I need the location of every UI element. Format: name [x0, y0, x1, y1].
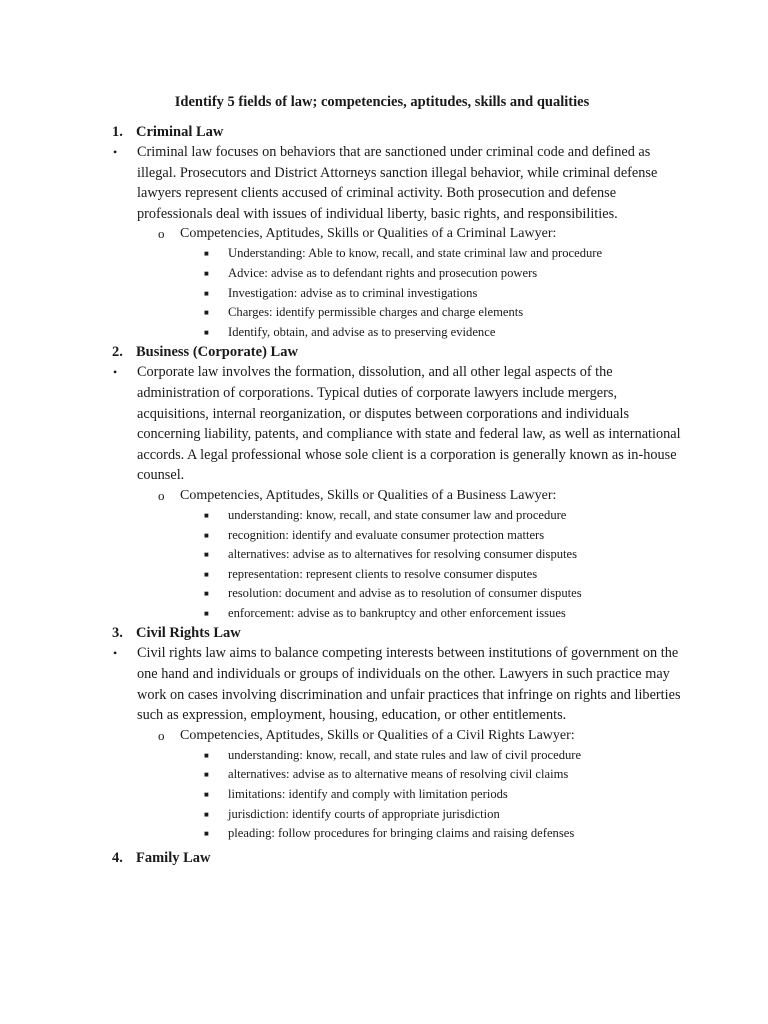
description-text: Criminal law focuses on behaviors that are sanctioned under criminal code and defined as illegal. Prosecutors and District Attorneys sanction illegal behavior, while criminal defense lawyers represent clients accused of criminal activity. Both prosecution and defense professionals deal with issues of individual liberty, basic rights, and responsibilities. [137, 144, 658, 222]
list-item [202, 824, 688, 844]
list-item [202, 303, 688, 323]
section-civil-rights-law [112, 623, 688, 843]
list-item-text: limitations: identify and comply with limitation periods [228, 787, 508, 802]
square-bullet-icon: ■ [204, 608, 209, 618]
list-item [202, 765, 688, 785]
section-heading [112, 848, 688, 868]
list-item-text: understanding: know, recall, and state consumer law and procedure [228, 507, 567, 522]
list-item [202, 545, 688, 565]
section-number: 1. [112, 124, 123, 140]
section-title: Family Law [136, 849, 211, 866]
list-item [202, 565, 688, 585]
list-item-text: pleading: follow procedures for bringing claims and raising defenses [228, 826, 575, 841]
list-item-text: representation: represent clients to resolve consumer disputes [228, 566, 538, 581]
square-bullet-icon: ■ [204, 308, 209, 318]
section-number: 2. [112, 344, 123, 361]
square-bullet-icon: ■ [204, 288, 209, 298]
list-item [202, 244, 688, 264]
list-item-text: alternatives: advise as to alternatives for resolving consumer disputes [228, 547, 578, 562]
section-heading [112, 122, 688, 142]
description-text: Corporate law involves the formation, dissolution, and all other legal aspects of the administration of corporations. Typical duties of corporate lawyers include mergers, acquisitions, internal reorganization, or disputes between corporations and individuals concerning liability, patents, and compliance with state and federal law, as well as international accords. A legal professional whose sole client is a corporation is generally known as in-house counsel. [137, 364, 681, 484]
list-item-text: recognition: identify and evaluate consumer protection matters [228, 527, 545, 542]
square-bullet-icon: ■ [204, 268, 209, 278]
circle-bullet-icon: o [158, 226, 165, 242]
competencies-heading [158, 726, 688, 746]
list-item-text: enforcement: advise as to bankruptcy and other enforcement issues [228, 605, 566, 620]
list-item-text: Investigation: advise as to criminal investigations [228, 285, 478, 300]
square-bullet-icon: ■ [204, 770, 209, 780]
square-bullet-icon: ■ [204, 510, 209, 520]
competencies-list [202, 506, 688, 624]
bullet-icon: • [113, 145, 118, 159]
competencies-heading [158, 224, 688, 244]
list-item-text: understanding: know, recall, and state rules and law of civil procedure [228, 747, 582, 762]
list-item [202, 506, 688, 526]
square-bullet-icon: ■ [204, 750, 209, 760]
section-heading [112, 342, 688, 362]
list-item [202, 264, 688, 284]
section-criminal-law [112, 122, 688, 342]
square-bullet-icon: ■ [204, 809, 209, 819]
square-bullet-icon: ■ [204, 530, 209, 540]
list-item [202, 785, 688, 805]
section-description [112, 643, 688, 725]
list-item [202, 284, 688, 304]
section-business-law [112, 342, 688, 623]
section-title: Criminal Law [136, 124, 224, 140]
circle-bullet-icon: o [158, 487, 165, 503]
list-item [202, 746, 688, 766]
list-item-text: jurisdiction: identify courts of appropriate jurisdiction [228, 806, 500, 821]
competencies-heading-text: Competencies, Aptitudes, Skills or Qualities of a Business Lawyer: [180, 487, 557, 503]
section-family-law [112, 848, 688, 868]
list-item [202, 604, 688, 624]
list-item [202, 323, 688, 343]
section-description [112, 362, 688, 486]
list-item [202, 526, 688, 546]
list-item [202, 584, 688, 604]
section-description [112, 142, 688, 224]
square-bullet-icon: ■ [204, 790, 209, 800]
list-item [202, 805, 688, 825]
list-item-text: Identify, obtain, and advise as to preserving evidence [228, 324, 496, 339]
square-bullet-icon: ■ [204, 249, 209, 259]
competencies-heading-text: Competencies, Aptitudes, Skills or Qualities of a Criminal Lawyer: [180, 226, 557, 242]
list-item-text: Advice: advise as to defendant rights and prosecution powers [228, 265, 538, 280]
circle-bullet-icon: o [158, 727, 165, 743]
competencies-heading-text: Competencies, Aptitudes, Skills or Qualities of a Civil Rights Lawyer: [180, 727, 575, 743]
competencies-heading [158, 486, 688, 506]
square-bullet-icon: ■ [204, 829, 209, 839]
section-number: 4. [112, 849, 123, 866]
square-bullet-icon: ■ [204, 569, 209, 579]
section-heading [112, 623, 688, 643]
square-bullet-icon: ■ [204, 327, 209, 337]
list-item-text: alternatives: advise as to alternative means of resolving civil claims [228, 767, 569, 782]
page-title: Identify 5 fields of law; competencies, aptitudes, skills and qualities [174, 94, 590, 110]
section-number: 3. [112, 625, 123, 642]
list-item-text: Charges: identify permissible charges and charge elements [228, 305, 524, 320]
list-item-text: resolution: document and advise as to resolution of consumer disputes [228, 586, 582, 601]
bullet-icon: • [113, 365, 118, 380]
competencies-list [202, 244, 688, 342]
square-bullet-icon: ■ [204, 550, 209, 560]
competencies-list [202, 746, 688, 844]
bullet-icon: • [113, 646, 118, 661]
square-bullet-icon: ■ [204, 589, 209, 599]
section-title: Civil Rights Law [136, 625, 241, 642]
section-title: Business (Corporate) Law [136, 344, 298, 361]
description-text: Civil rights law aims to balance competing interests between institutions of government on the one hand and individuals or groups of individuals on the other. Lawyers in such practice may work on cases involving discrimination and unfair practices that infringe on rights and liberties such as expression, employment, housing, education, or other entitlements. [137, 645, 681, 724]
list-item-text: Understanding: Able to know, recall, and state criminal law and procedure [228, 246, 603, 261]
